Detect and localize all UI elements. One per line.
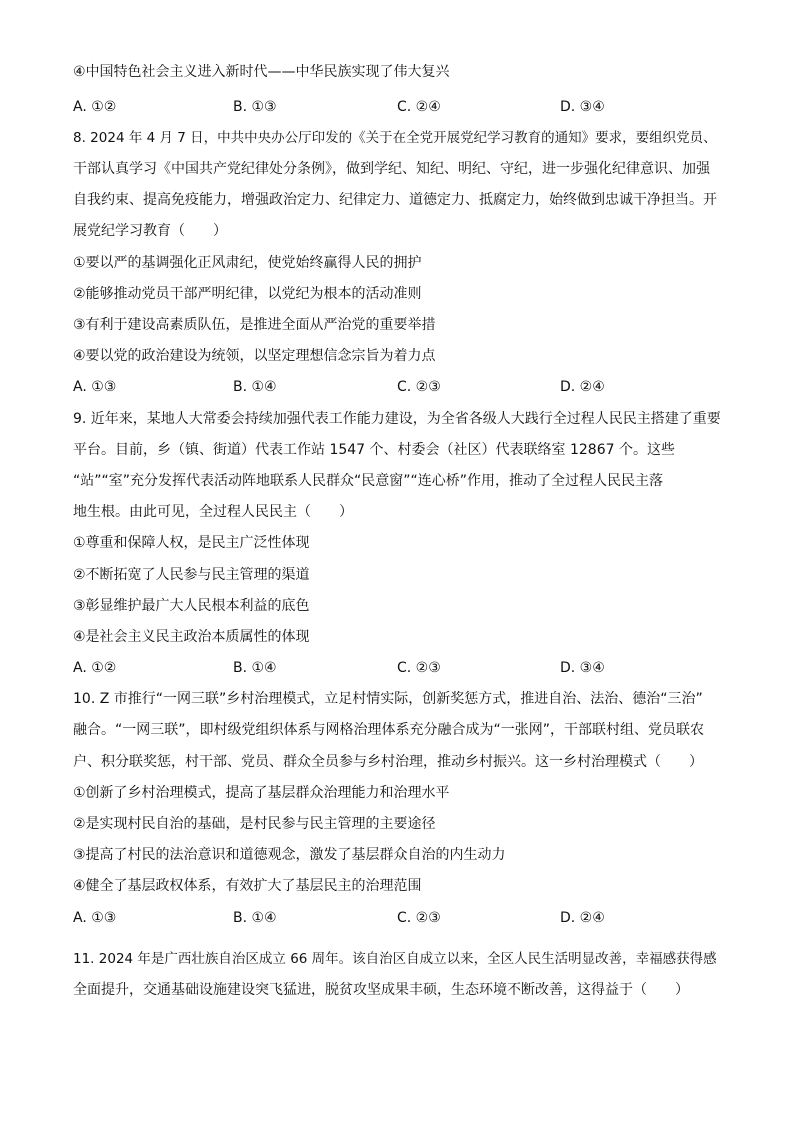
q8-stem-line-3: 自我约束、提高免疫能力，增强政治定力、纪律定力、道德定力、抵腐定力，始终做到忠诚干净担当。开 (73, 192, 717, 208)
q9-stem-line-1: 9. 近年来，某地人大常委会持续加强代表工作能力建设，为全省各级人大践行全过程人民民主搭建了重要 (73, 411, 721, 427)
q9-option-a: A. ①② (73, 660, 117, 676)
q10-option-d: D. ②④ (560, 910, 605, 926)
q8-option-a: A. ①③ (73, 379, 117, 395)
q10-item-2: ②是实现村民自治的基础，是村民参与民主管理的主要途径 (73, 816, 436, 832)
q9-stem-line-3: “站”“室”充分发挥代表活动阵地联系人民群众“民意窗”“连心桥”作用，推动了全过程人民民主落 (73, 473, 664, 489)
q8-option-d: D. ②④ (560, 379, 605, 395)
q11-stem-line-2: 全面提升，交通基础设施建设突飞猛进，脱贫攻坚成果丰硕，生态环境不断改善，这得益于（ ） (73, 982, 689, 998)
q8-item-1: ①要以严的基调强化正风肃纪，使党始终赢得人民的拥护 (73, 255, 422, 271)
q9-option-b: B. ①④ (233, 660, 277, 676)
q8-item-3: ③有利于建设高素质队伍，是推进全面从严治党的重要举措 (73, 317, 436, 333)
q9-item-3: ③彰显维护最广大人民根本利益的底色 (73, 598, 310, 614)
q7-option-b: B. ①③ (233, 99, 277, 115)
q7-option-d: D. ③④ (560, 99, 605, 115)
q8-option-c: C. ②③ (397, 379, 441, 395)
q9-stem-line-2: 平台。目前，乡（镇、街道）代表工作站 1547 个、村委会（社区）代表联络室 12867 个。这些 (73, 442, 675, 458)
q8-option-b: B. ①④ (233, 379, 277, 395)
q10-stem-line-2: 融合。“一网三联”，即村级党组织体系与网格治理体系充分融合成为“一张网”，干部联村组、党员联农 (73, 722, 705, 738)
q9-item-2: ②不断拓宽了人民参与民主管理的渠道 (73, 567, 310, 583)
q8-item-4: ④要以党的政治建设为统领，以坚定理想信念宗旨为着力点 (73, 348, 436, 364)
q9-item-4: ④是社会主义民主政治本质属性的体现 (73, 629, 310, 645)
q10-option-b: B. ①④ (233, 910, 277, 926)
q9-options (73, 658, 733, 678)
q7-item-4: ④中国特色社会主义进入新时代——中华民族实现了伟大复兴 (73, 64, 450, 80)
q8-stem-line-2: 干部认真学习《中国共产党纪律处分条例》，做到学纪、知纪、明纪、守纪，进一步强化纪律意识、加强 (73, 161, 710, 177)
q8-options (73, 377, 733, 397)
q10-stem-line-1: 10. Z 市推行“一网三联”乡村治理模式，立足村情实际，创新奖惩方式，推进自治、法治、德治“三治” (73, 691, 703, 707)
q9-option-c: C. ②③ (397, 660, 441, 676)
q10-item-1: ①创新了乡村治理模式，提高了基层群众治理能力和治理水平 (73, 785, 450, 801)
q10-option-a: A. ①③ (73, 910, 117, 926)
q10-option-c: C. ②③ (397, 910, 441, 926)
q7-option-c: C. ②④ (397, 99, 441, 115)
q7-option-a: A. ①② (73, 99, 117, 115)
q9-item-1: ①尊重和保障人权，是民主广泛性体现 (73, 535, 310, 551)
q10-options (73, 908, 733, 928)
q9-stem-line-4: 地生根。由此可见，全过程人民民主（ ） (73, 504, 353, 520)
q8-stem-line-4: 展党纪学习教育（ ） (73, 223, 227, 239)
q8-item-2: ②能够推动党员干部严明纪律，以党纪为根本的活动准则 (73, 286, 422, 302)
q11-stem-line-1: 11. 2024 年是广西壮族自治区成立 66 周年。该自治区自成立以来，全区人民生活明显改善，幸福感获得感 (73, 951, 717, 967)
q10-item-4: ④健全了基层政权体系，有效扩大了基层民主的治理范围 (73, 878, 422, 894)
q10-item-3: ③提高了村民的法治意识和道德观念，激发了基层群众自治的内生动力 (73, 847, 506, 863)
q7-options (73, 97, 733, 117)
q8-stem-line-1: 8. 2024 年 4 月 7 日，中共中央办公厅印发的《关于在全党开展党纪学习教育的通知》要求，要组织党员、 (73, 130, 717, 146)
q9-option-d: D. ③④ (560, 660, 605, 676)
q10-stem-line-3: 户、积分联奖惩，村干部、党员、群众全员参与乡村治理，推动乡村振兴。这一乡村治理模式（ ） (73, 754, 703, 770)
